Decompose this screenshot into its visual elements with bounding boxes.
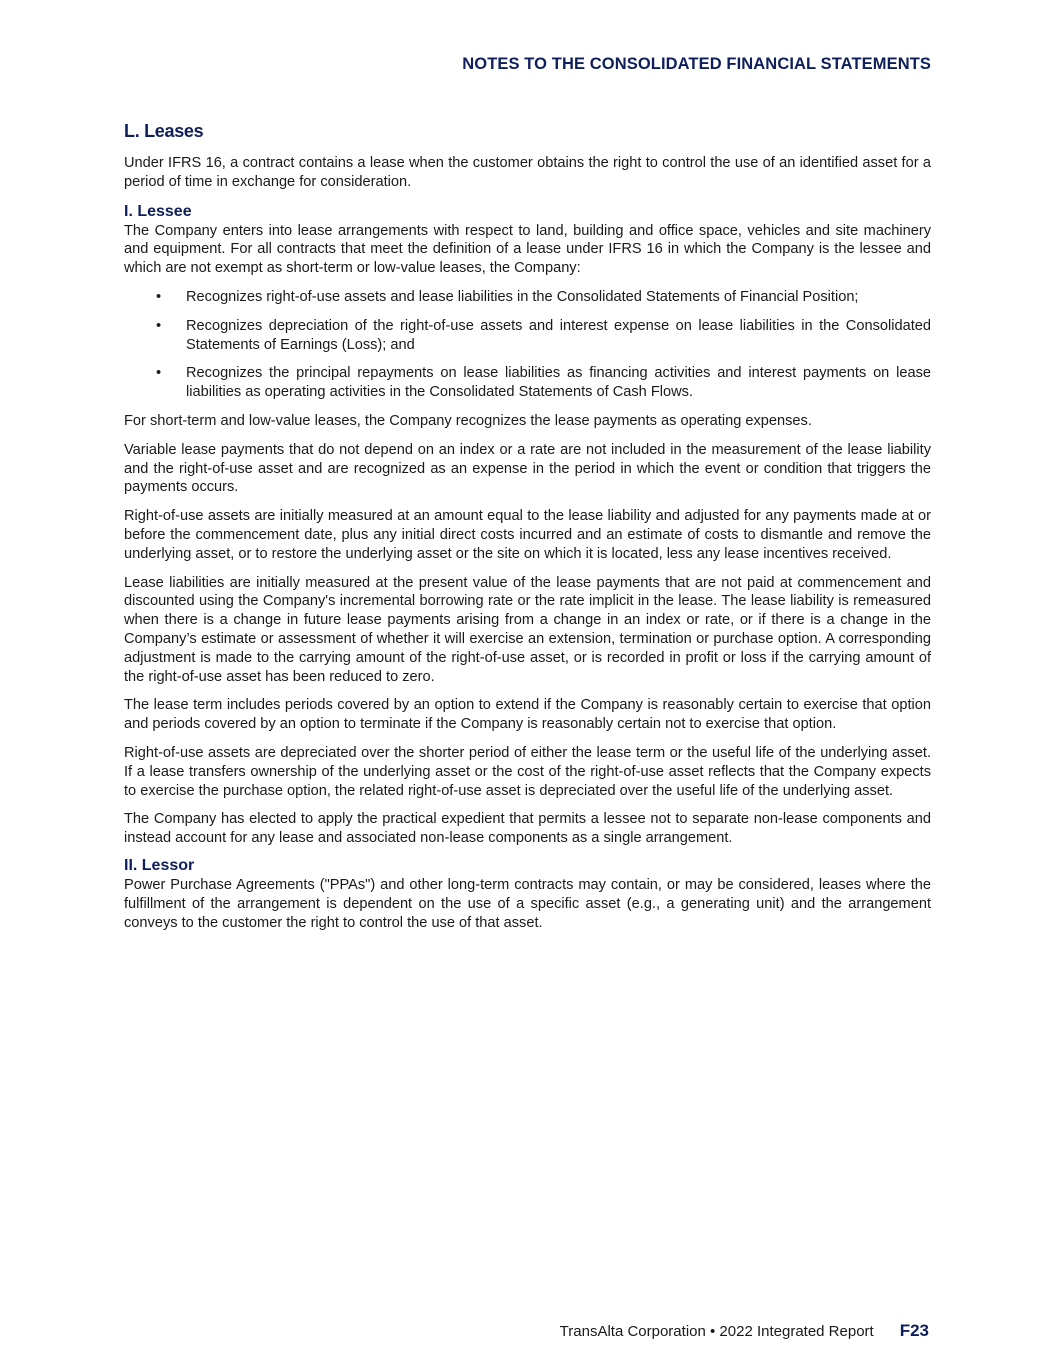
paragraph: Right-of-use assets are depreciated over the shorter period of either the lease term or the useful life of the underlying asset. If a lease transfers ownership of the underlying asset or the cost of the right-of-use asset reflects that the Company expects to exercise the purchase option, the related right-of-use asset is depreciated over the useful life of the underlying asset.: [124, 744, 931, 799]
page-footer: [560, 1321, 929, 1341]
document-body: [124, 121, 931, 942]
paragraph: Variable lease payments that do not depend on an index or a rate are not included in the measurement of the lease liability and the right-of-use asset and are recognized as an expense in the period in which the event or condition that triggers the payments occurs.: [124, 441, 931, 496]
paragraph: For short-term and low-value leases, the Company recognizes the lease payments as operating expenses.: [124, 412, 812, 429]
section-title: L. Leases: [124, 121, 204, 141]
lessee-bullet-list: [124, 288, 931, 402]
lessor-title: II. Lessor: [124, 856, 195, 874]
page-header-title: NOTES TO THE CONSOLIDATED FINANCIAL STATEMENTS: [462, 55, 931, 73]
list-item: • Recognizes depreciation of the right-of-use assets and interest expense on lease liabilities in the Consolidated Statements of Earnings (Loss); and: [124, 317, 931, 355]
lessee-intro: The Company enters into lease arrangements with respect to land, building and office space, vehicles and site machinery and equipment. For all contracts that meet the definition of a lease under IFRS 16 in which the Company is the lessee and which are not exempt as short-term or low-value leases, the Company:: [124, 222, 931, 277]
page-number: F23: [899, 1321, 929, 1340]
paragraph: Right-of-use assets are initially measured at an amount equal to the lease liability and adjusted for any payments made at or before the commencement date, plus any initial direct costs incurred and an estimate of costs to dismantle and remove the underlying asset, or to restore the underlying asset or the site on which it is located, less any lease incentives received.: [124, 508, 931, 562]
list-item: • Recognizes right-of-use assets and lease liabilities in the Consolidated Statements of Financial Position;: [124, 288, 931, 307]
lessee-title: I. Lessee: [124, 202, 192, 220]
paragraph: The lease term includes periods covered by an option to extend if the Company is reasonably certain to exercise that option and periods covered by an option to terminate if the Company is reasonably certain not to exercise that option.: [124, 697, 931, 733]
paragraph: Lease liabilities are initially measured at the present value of the lease payments that are not paid at commencement and discounted using the Company's incremental borrowing rate or the rate implicit in the lease. The lease liability is remeasured when there is a change in future lease payments arising from a change in an index or rate, or if there is a change in the Company’s estimate or assessment of whether it will exercise an extension, termination or purchase option. A corresponding adjustment is made to the carrying amount of the right-of-use asset, or is recorded in profit or loss if the carrying amount of the right-of-use asset has been reduced to zero.: [124, 574, 931, 685]
footer-report-name: TransAlta Corporation • 2022 Integrated Report: [559, 1323, 874, 1340]
lessor-intro: Power Purchase Agreements ("PPAs") and other long-term contracts may contain, or may be considered, leases where the fulfillment of the arrangement is dependent on the use of a specific asset (e.g., a generating unit) and the arrangement conveys to the customer the right to control the use of that asset.: [124, 876, 931, 931]
section-intro: Under IFRS 16, a contract contains a lease when the customer obtains the right to control the use of an identified asset for a period of time in exchange for consideration.: [124, 155, 931, 190]
paragraph: The Company has elected to apply the practical expedient that permits a lessee not to separate non-lease components and instead account for any lease and associated non-lease components as a single arrangement.: [124, 811, 931, 847]
list-item: • Recognizes the principal repayments on lease liabilities as financing activities and interest payments on lease liabilities as operating activities in the Consolidated Statements of Cash Flows.: [124, 364, 931, 402]
